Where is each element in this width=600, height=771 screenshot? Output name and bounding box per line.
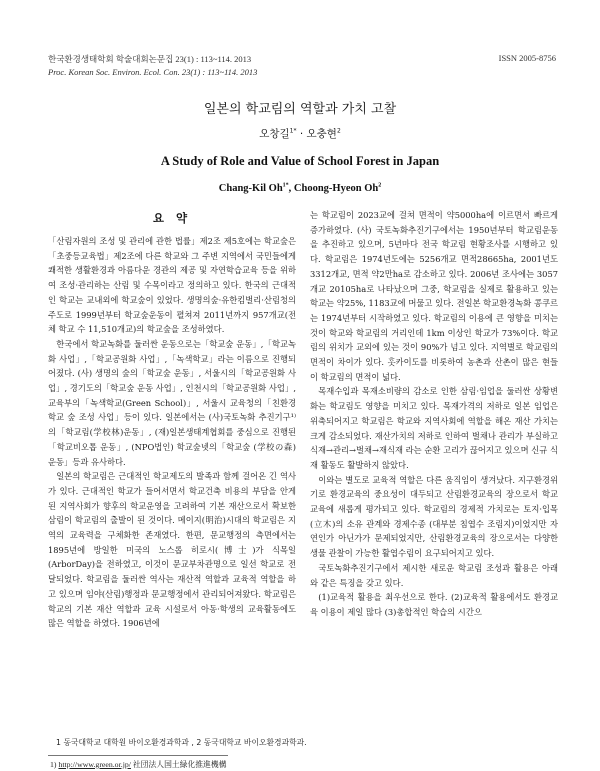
author-1-en-sup: 1* — [282, 182, 289, 189]
footnote-divider — [48, 755, 228, 756]
footnote-org: 社団法人国土緑化推進機構 — [132, 760, 227, 769]
left-paragraph-1: 「산림자원의 조성 및 관리에 관한 법률」제2조 제5호에는 학교숲은「초중등교육법」제2조에 다른 학교와 그 주변 지역에서 국민들에게 쾌적한 생활환경과 아름다운 경관의 제공 및 자연학습교육 등을 위하여 조성·관리하는 산림 및 수목이라고 정의하고 있다. 한국의 근대적인 학교는 교내외에 학교숲이 있었다. 생명의숲·유한킴벌리·산림청의 주도로 1999년부터 학교숲운동이 펼쳐져 2011년까지 957개교(전체 학교 수 11,510개교)의 학교숲을 조성하였다. — [48, 236, 296, 335]
footnote-link[interactable]: http://www.green.or.jp/ — [58, 760, 131, 769]
reference-footnote — [50, 759, 226, 770]
left-paragraph-2: 한국에서 학교녹화를 둘러싼 운동으로는「학교숲 운동」,「학교녹화 사업」,「학교공원화 사업」,「녹색학교」라는 이름으로 진행되어졌다. (사) 생명의 숲의「학교숲 운동」, 서울시의「학교공원화 사업」, 경기도의「학교숲 운동 사업」, 인천시의「학교공원화 사업」, 교육부의「녹색학교(Green School)」, 서울시 교육청의「친환경 학교 숲 조성 사업」등이 있다. 일본에서는 (사)국토녹화 추진기구¹⁾의「학교림(学校林)운동」, (재)일본생태계협회를 중심으로 진행된「학교비오톱 운동」, (NPO법인) 학교숲넷의「학교숲 (学校の森)운동」등과 유사하다. — [48, 338, 296, 467]
abstract-heading: 요 약 — [152, 211, 192, 225]
author-2-ko: 오충현 — [306, 128, 337, 140]
author-1-ko: 오창길 — [259, 128, 290, 140]
footnote-number: 1) — [50, 760, 57, 769]
right-paragraph-4: 국토녹화추진기구에서 제시한 새로운 학교림 조성과 활용은 아래와 같은 특징을 갖고 있다. — [310, 562, 558, 588]
right-paragraph-2: 목재수입과 목재소비량의 감소로 인한 삼림·임업을 둘러싼 상황변화는 학교림도 영향을 미치고 있다. 목재가격의 저하로 일본 임업은 위축되어지고 학교림은 학교와 지역사회에 역할을 해온 재산 가치는 크게 감소되었다. 재산가치의 저하로 인하여 벌채나 관리가 부실하고 식재→관리→벌채→재식재 라는 순환 고리가 끊어지고 있으며 신규 식재 활동도 활발하지 않았다. — [310, 386, 558, 470]
title-english: A Study of Role and Value of School Forest in Japan — [160, 154, 440, 168]
author-1-en: Chang-Kil Oh — [218, 183, 283, 194]
right-paragraph-5: (1)교육적 활용을 최우선으로 한다. (2)교육적 활용에서도 환경교육 이용이 제일 많다 (3)총합적인 학습의 시간으 — [310, 592, 558, 617]
journal-header-ko: 한국환경생태학회 학술대회논문집 23(1) : 113~114. 2013 — [48, 54, 252, 64]
author-separator: · — [296, 128, 307, 140]
author-2-en-sup: 2 — [378, 182, 382, 189]
author-2-en: Choong-Hyeon Oh — [293, 183, 379, 194]
author-1-ko-sup: 1* — [289, 127, 297, 135]
journal-header-en: Proc. Korean Soc. Environ. Ecol. Con. 23(1) : 113~114. 2013 — [48, 67, 258, 77]
right-paragraph-3: 이와는 별도로 교육적 역할은 다른 움직임이 생겨났다. 지구환경위기로 환경교육의 중요성이 대두되고 산림환경교육의 장으로서 학교교육에 새롭게 평가되고 있다. 학교림의 경제적 가치로는 토지·입목(立木)의 소유 관계와 경제수종 (대부분 침엽수 조림지)이었지만 자연인가 아닌가가 문제되었지만, 산림환경교육의 장으로서는 다양한 생물 관찰이 가능한 활엽수림이 요구되어지고 있다. — [310, 474, 558, 559]
right-paragraph-1: 는 학교림이 2023교에 걸쳐 면적이 약5000ha에 이르면서 빠르게 증가하였다. (사) 국토녹화추진기구에서는 1950년부터 학교림운동을 추진하고 있으며, 5년마다 전국 학교림 현황조사를 시행하고 있다. 학교림은 1974년도에는 5256개교 면적28665ha, 2001년도 3312개교, 면적 약2만ha로 감소하고 있다. 2006년 조사에는 3057개교 20105ha로 나타났으며 그중, 학교림을 실제로 활용하고 있는 학교는 약25%, 1183교에 머물고 있다. 전일본 학교환경녹화 콩쿠르는 1974년부터 시작하였고 있다. 학교림의 이용에 큰 영향을 미치는 것이 학교와 학교림의 거리인데 1km 이상인 학교가 73%이다. 학교림의 위치가 교외에 있는 것이 90%가 넘고 있다. 지역별로 학교림의 면적이 차이가 있다. 홋카이도를 비롯하여 농촌과 산촌이 많은 현들이 학교림의 면적이 넓다. — [310, 210, 558, 382]
left-column — [48, 234, 296, 631]
right-column — [310, 208, 558, 620]
issn: ISSN 2005-8756 — [498, 53, 556, 63]
author-separator-en: , — [288, 183, 294, 194]
left-paragraph-3: 일본의 학교림은 근대적인 학교제도의 발족과 함께 걸어온 긴 역사가 있다. 근대적인 학교가 들어서면서 학교건축 비용의 부담을 안게 된 지역사회가 향후의 학교운영을 고려하여 기본 재산으로서 확보한 삼림이 학교림의 출발이 된 것이다. 메이지(明治)시대의 학교림은 지역의 교육력을 구체화한 존재였다. 한편, 문교행정의 측면에서는 1895년에 방일한 미국의 노스롭 히로시(博士)가 식목일 (ArborDay)을 전하였고, 이것이 문교부차관명으로 일선 학교로 전달되었다. 학교림을 둘러싼 역사는 재산적 역할과 교육적 역할을 하고 있으며 임야(산림)행정과 문교행정에서 관리되어져왔다. 학교림은 학교의 기본 재산 역할과 교육 시설로서 아동·학생의 교육활동에도 많은 역할을 하였다. 1906년에 — [48, 471, 296, 629]
authors-english — [0, 183, 600, 194]
title-korean: 일본의 학교림의 역할과 가치 고찰 — [203, 102, 397, 117]
author-2-ko-sup: 2 — [336, 127, 341, 135]
affiliation-footnote: 1 동국대학교 대학원 바이오환경과학과 , 2 동국대학교 바이오환경과학과. — [56, 738, 307, 747]
authors-korean — [0, 126, 600, 141]
